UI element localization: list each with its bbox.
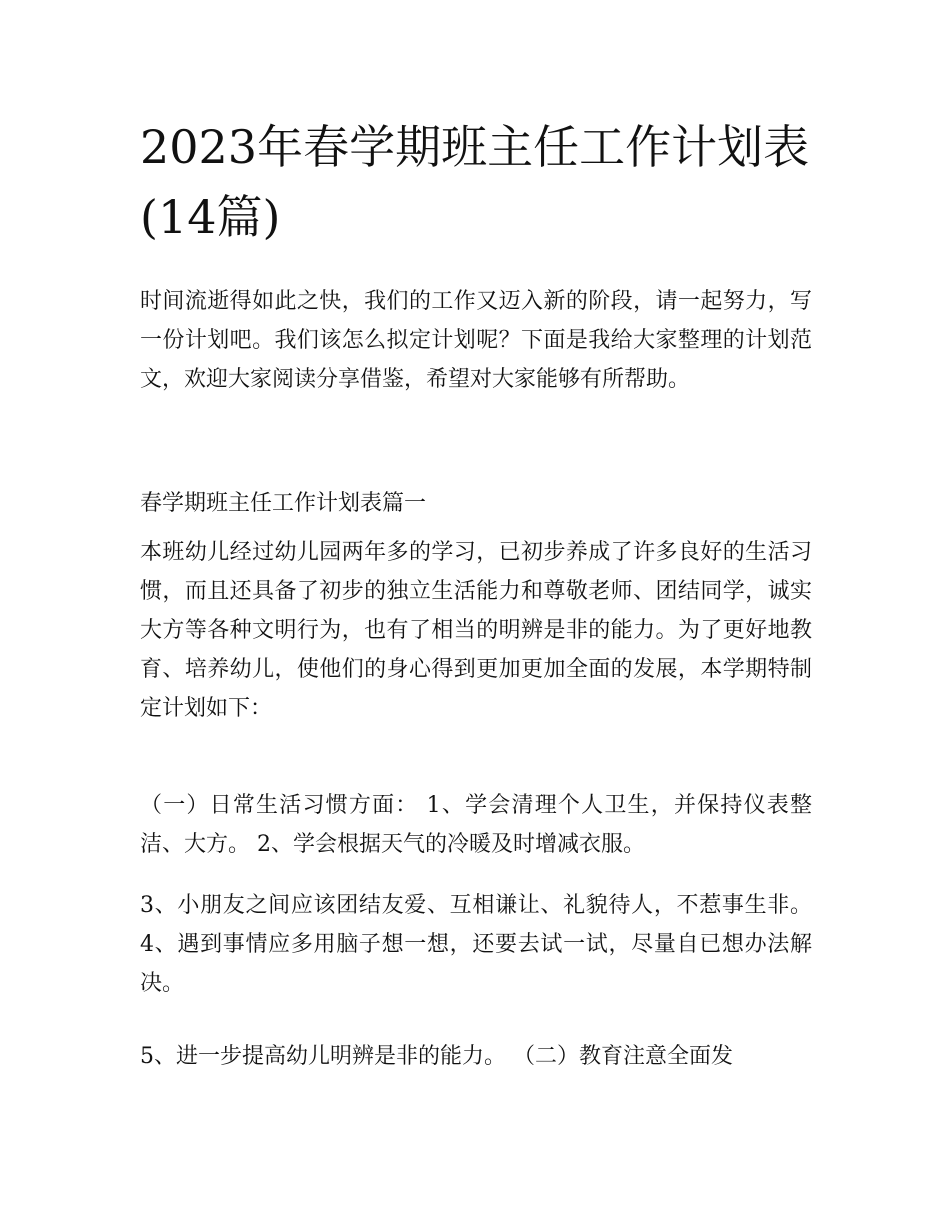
list-paragraph-2: 3、小朋友之间应该团结友爱、互相谦让、礼貌待人，不惹事生非。 4、遇到事情应多用脑子想一想，还要去试一试，尽量自已想办法解决。 <box>140 893 812 996</box>
document-title: 2023年春学期班主任工作计划表(14篇) <box>140 120 810 244</box>
body-paragraph: 本班幼儿经过幼儿园两年多的学习，已初步养成了许多良好的生活习惯，而且还具备了初步的独立生活能力和尊敬老师、团结同学，诚实大方等各种文明行为，也有了相当的明辨是非的能力。为了更好地教育、培养幼儿，使他们的身心得到更加更加全面的发展，本学期特制定计划如下： <box>140 540 812 721</box>
list-paragraph-3: 5、进一步提高幼儿明辨是非的能力。 （二）教育注意全面发 <box>140 1044 733 1069</box>
section-heading: 春学期班主任工作计划表篇一 <box>140 491 427 516</box>
intro-paragraph: 时间流逝得如此之快，我们的工作又迈入新的阶段，请一起努力，写一份计划吧。我们该怎么拟定计划呢？下面是我给大家整理的计划范文，欢迎大家阅读分享借鉴，希望对大家能够有所帮助。 <box>140 289 812 392</box>
list-paragraph-1: （一）日常生活习惯方面： 1、学会清理个人卫生，并保持仪表整洁、大方。 2、学会根据天气的冷暖及时增减衣服。 <box>140 793 812 857</box>
